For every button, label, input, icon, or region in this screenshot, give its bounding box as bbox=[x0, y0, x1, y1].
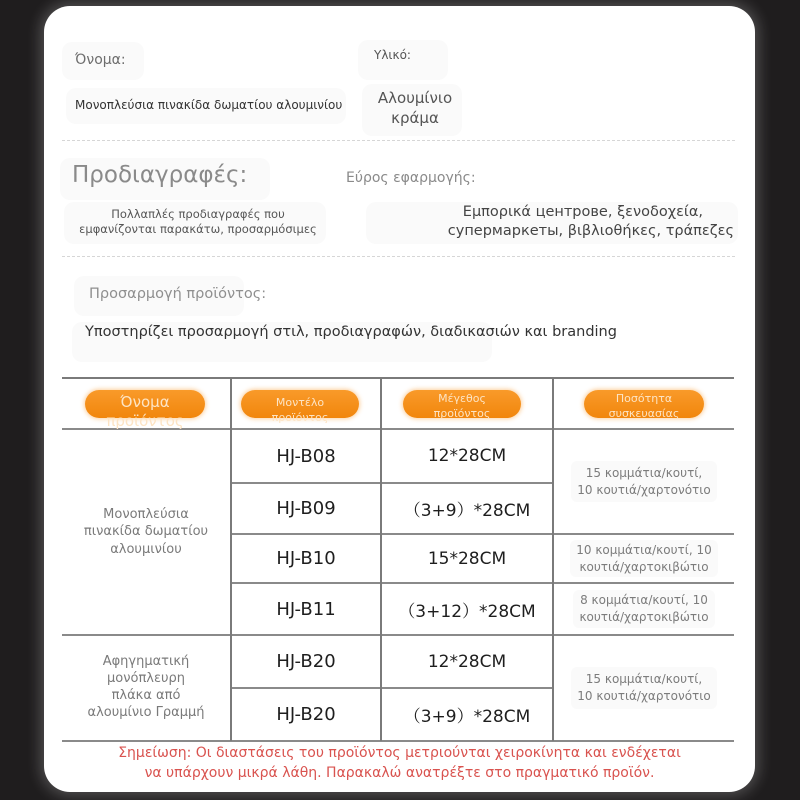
material-label: Υλικό: bbox=[374, 48, 411, 62]
model-cell: HJ-B20 bbox=[276, 651, 336, 672]
qty-cell bbox=[554, 584, 734, 634]
specs-label: Προδιαγραφές: bbox=[72, 162, 248, 188]
divider bbox=[62, 140, 735, 141]
name-label: Όνομα: bbox=[75, 52, 126, 68]
size-cell: （3+9）*28CM bbox=[403, 501, 531, 521]
divider bbox=[62, 256, 735, 257]
qty-line: 8 κομμάτια/κουτί, 10 bbox=[580, 593, 708, 608]
disclaimer-note bbox=[44, 743, 755, 784]
group-name-line: μονόπλευρη bbox=[107, 671, 185, 687]
size-cell: 15*28CM bbox=[427, 548, 507, 569]
qty-line: 10 κουτιά/χαρτονότιο bbox=[577, 689, 711, 703]
header-line2: προϊόντος bbox=[106, 412, 184, 431]
group-name-line: Αφηγηματική bbox=[102, 654, 190, 670]
model-cell: HJ-B10 bbox=[276, 548, 336, 569]
header-product-size bbox=[403, 390, 521, 418]
product-spec-card bbox=[44, 6, 755, 792]
size-cell: 12*28CM bbox=[427, 651, 507, 672]
group-name-cell bbox=[62, 636, 230, 740]
header-line2: συσκευασίας bbox=[608, 406, 680, 420]
model-cell: HJ-B08 bbox=[276, 445, 336, 467]
specs-value-line2: εμφανίζονται παρακάτω, προσαρμόσιμες bbox=[79, 222, 317, 236]
header-line1: Μοντέλο bbox=[275, 396, 325, 409]
group-name-line: πλάκα από bbox=[111, 688, 181, 703]
custom-value: Υποστηρίζει προσαρμογή στιλ, προδιαγραφών, διαδικασιών και branding bbox=[85, 324, 617, 340]
group-name-line: αλουμινίου bbox=[110, 541, 182, 557]
note-line1: Σημείωση: Οι διαστάσεις του προϊόντος μετριούνται χειροκίνητα και ενδέχεται bbox=[118, 745, 681, 761]
table-top-border bbox=[62, 377, 734, 379]
header-product-name bbox=[85, 390, 205, 431]
qty-line: κουτιά/χαρτοκιβώτιο bbox=[579, 610, 709, 624]
model-cell: HJ-B11 bbox=[276, 598, 336, 620]
qty-cell bbox=[554, 636, 734, 740]
size-cell: （3+12）*28CM bbox=[398, 601, 536, 622]
material-value-line1: Αλουμίνιο bbox=[377, 89, 453, 107]
header-line1: Όνομα bbox=[120, 393, 170, 411]
model-cell: HJ-B09 bbox=[276, 498, 336, 519]
model-cell: HJ-B20 bbox=[276, 704, 336, 725]
header-line2: προϊόντος bbox=[433, 406, 491, 420]
size-cell: （3+9）*28CM bbox=[403, 707, 531, 727]
scope-label: Εύρος εφαρμογής: bbox=[346, 170, 476, 186]
qty-line: 10 κουτιά/χαρτονότιο bbox=[577, 482, 711, 497]
note-line2: να υπάρχουν μικρά λάθη. Παρακαλώ ανατρέξτε στο πραγματικό προϊόν. bbox=[144, 765, 655, 782]
scope-value-line2: супермаркеты, βιβλιοθήκες, τράπεζες bbox=[447, 223, 734, 239]
qty-line: 10 κομμάτια/κουτί, 10 bbox=[576, 542, 712, 557]
group-name-line: Μονοπλεύσια bbox=[103, 506, 189, 522]
header-line1: Μέγεθος bbox=[438, 392, 486, 405]
scope-value bbox=[384, 203, 734, 241]
specs-value-line1: Πολλαπλές προδιαγραφές που bbox=[111, 207, 285, 221]
material-value-line2: κράμα bbox=[391, 109, 439, 127]
qty-line: 15 κομμάτια/κουτί, bbox=[585, 672, 703, 687]
header-product-model bbox=[241, 390, 359, 424]
material-value bbox=[362, 88, 468, 128]
header-package-qty bbox=[584, 390, 704, 418]
specs-value bbox=[64, 207, 332, 237]
size-cell: 12*28CM bbox=[427, 446, 507, 466]
qty-cell bbox=[554, 430, 734, 533]
custom-label: Προσαρμογή προϊόντος: bbox=[89, 286, 267, 302]
scope-value-line1: Εμπορικά центрове, ξενοδοχεία, bbox=[462, 204, 703, 220]
name-value: Μονοπλεύσια πινακίδα δωματίου αλουμινίου bbox=[75, 98, 343, 112]
header-line1: Ποσότητα bbox=[615, 392, 673, 405]
header-line2: προϊόντος bbox=[271, 410, 329, 424]
qty-line: κουτιά/χαρτοκιβώτιο bbox=[579, 559, 709, 574]
qty-cell bbox=[554, 535, 734, 582]
group-name-line: πινακίδα δωματίου bbox=[83, 524, 209, 540]
table-bottom-border bbox=[62, 740, 734, 742]
qty-line: 15 κομμάτια/κουτί, bbox=[585, 465, 703, 480]
group-name-line: αλουμίνιο Γραμμή bbox=[87, 704, 205, 720]
group-name-cell bbox=[62, 430, 230, 634]
